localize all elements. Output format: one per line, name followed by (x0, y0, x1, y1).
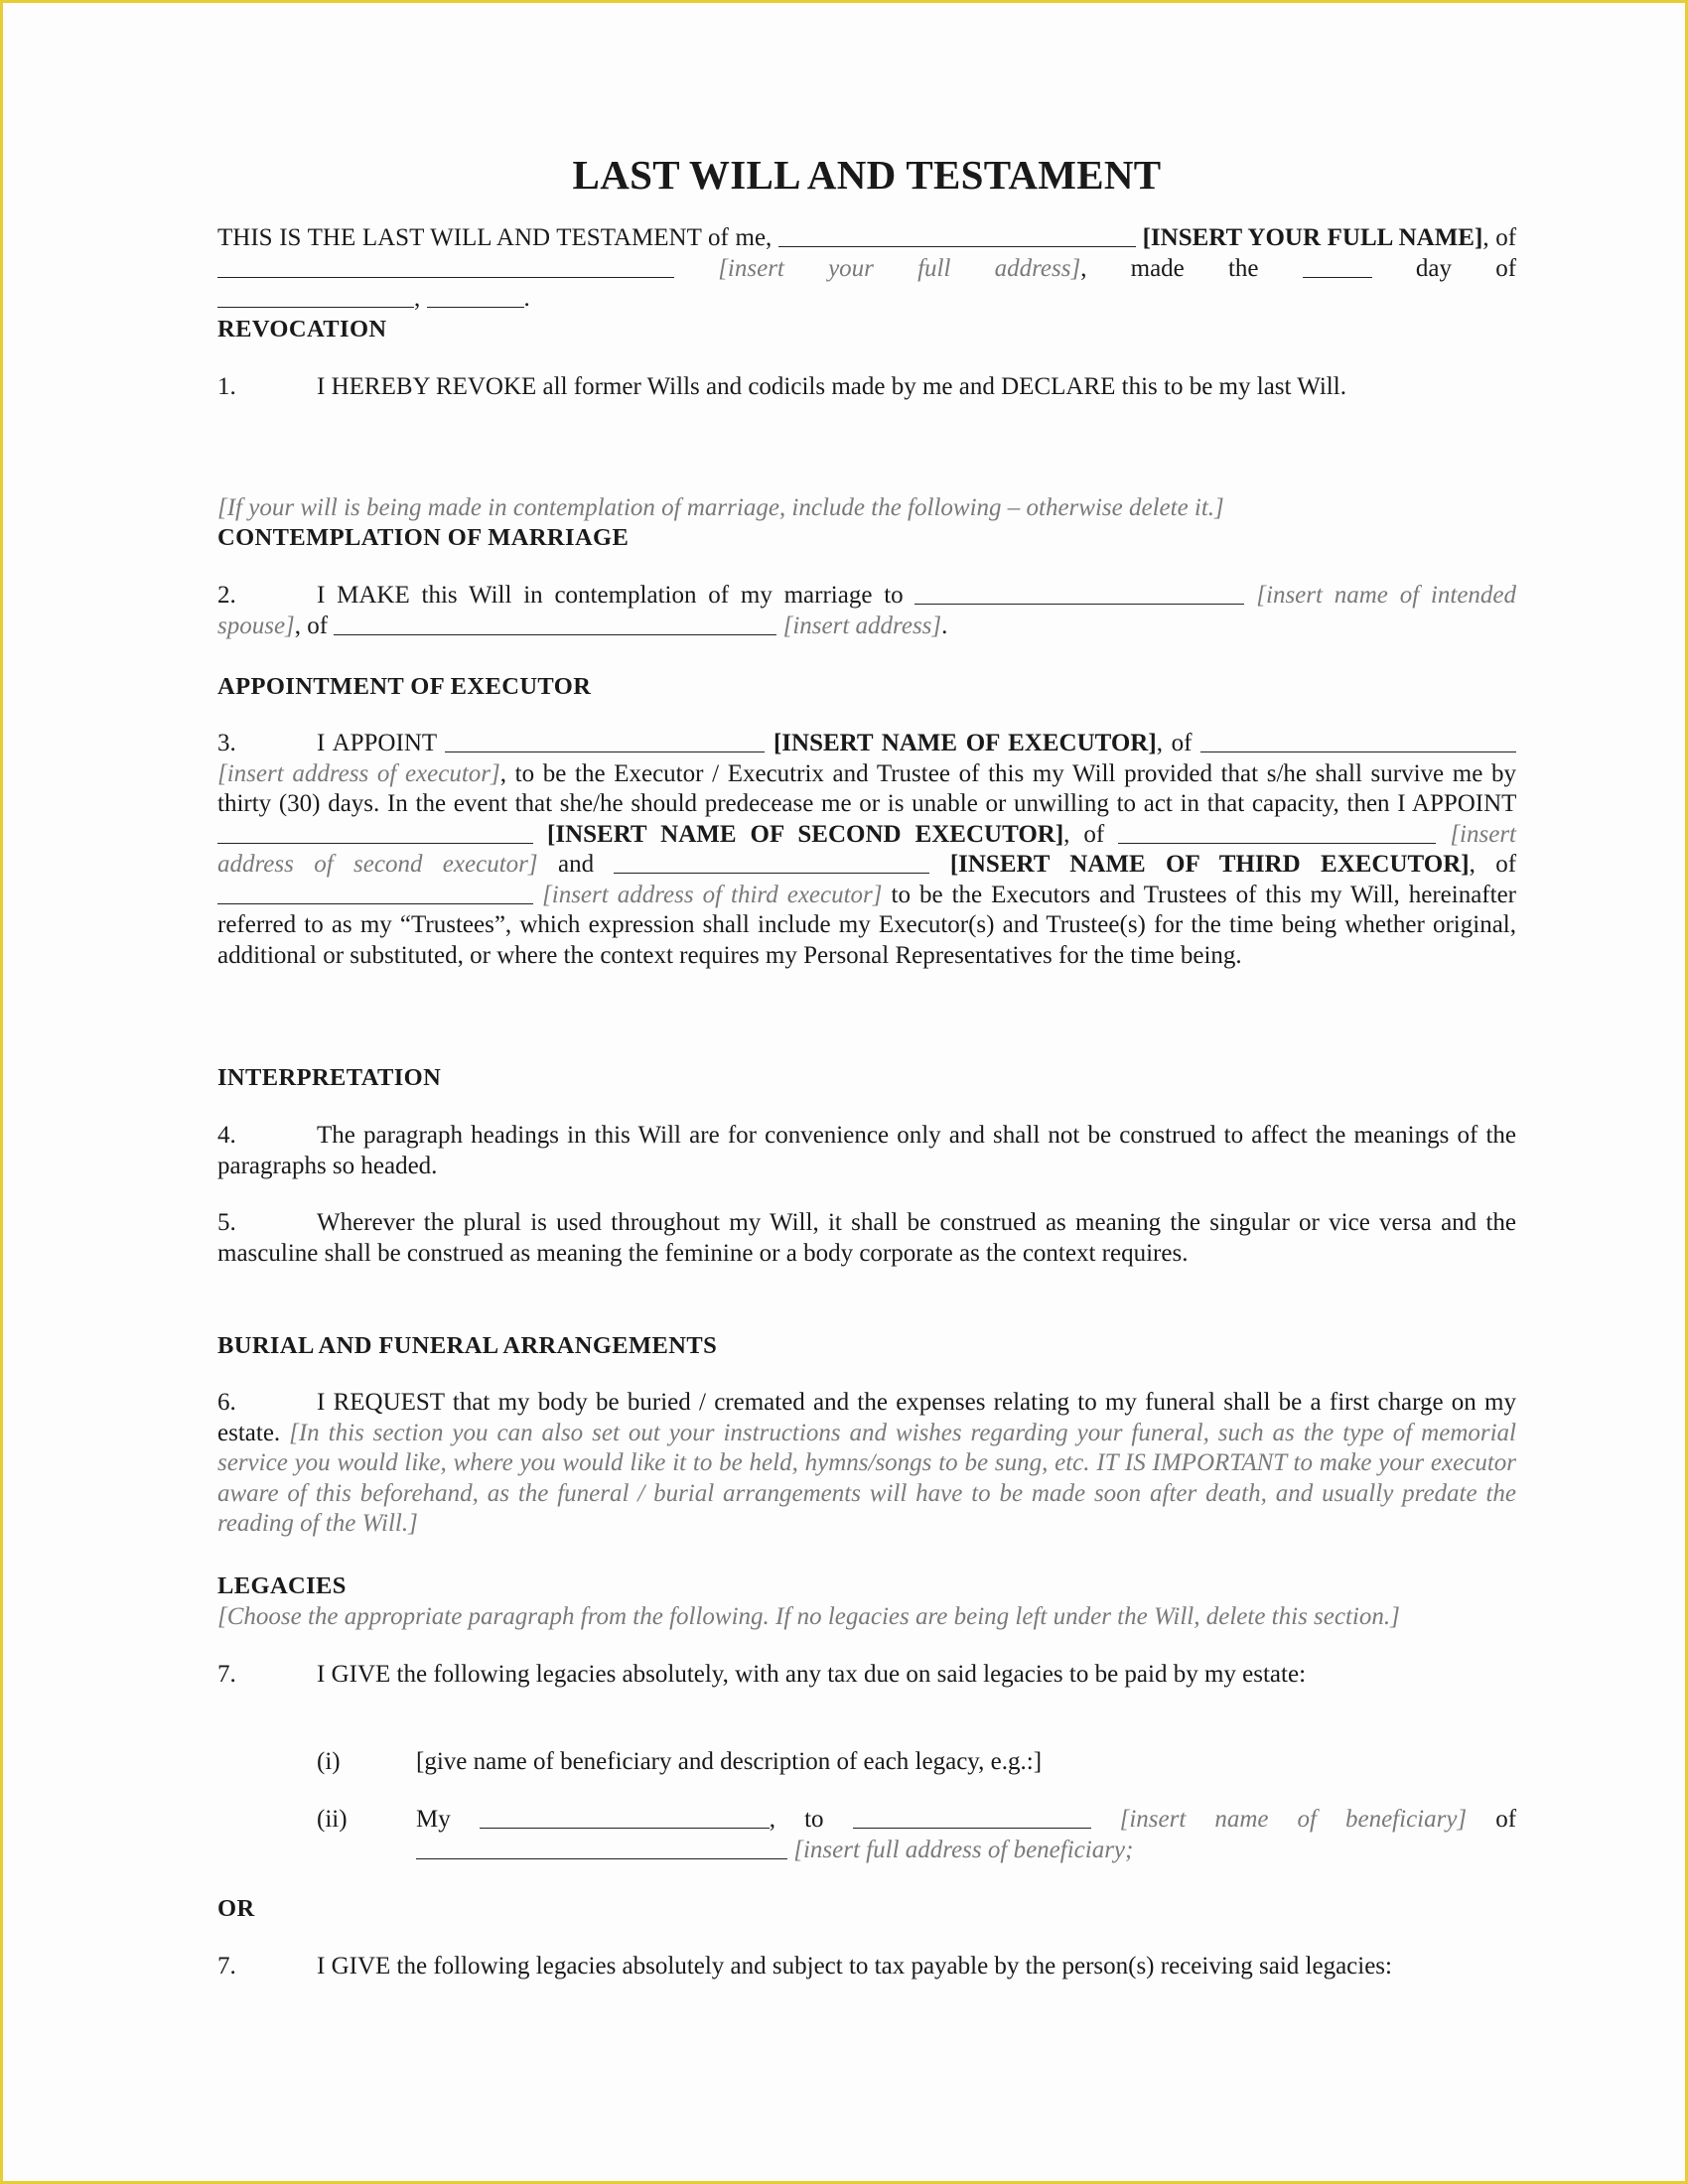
legacy-description-blank[interactable] (480, 1806, 770, 1829)
month-blank[interactable] (217, 285, 414, 308)
year-blank[interactable] (427, 285, 524, 308)
document-title: LAST WILL AND TESTAMENT (572, 152, 1162, 198)
or-separator: OR (217, 1895, 255, 1922)
full-name-blank[interactable] (778, 224, 1136, 247)
executor-address-placeholder: [insert address of executor] (217, 759, 500, 787)
heading-appointment-of-executor: APPOINTMENT OF EXECUTOR (217, 673, 592, 700)
second-executor-placeholder: [INSERT NAME OF SECOND EXECUTOR] (547, 820, 1064, 848)
intro-paragraph: THIS IS THE LAST WILL AND TESTAMENT of me, [INSERT YOUR FULL NAME], of [insert your full address], made the day of (217, 224, 1517, 282)
full-address-blank[interactable] (217, 255, 674, 278)
paragraph-1: 1. I HEREBY REVOKE all former Wills and codicils made by me and DECLARE this to be my last Will. (217, 373, 1346, 400)
third-executor-placeholder: [INSERT NAME OF THIRD EXECUTOR] (949, 851, 1470, 878)
second-executor-address-placeholder: [insert address of second executor] (217, 820, 1517, 878)
full-address-placeholder: [insert your full address] (718, 254, 1081, 282)
paragraph-2: 2. I MAKE this Will in contemplation of my marriage to [insert name of intended spouse], of [insert address]. (217, 582, 1517, 639)
paragraph-4: 4. The paragraph headings in this Will are for convenience only and shall not be construed to affect the meanings of the paragraphs so headed. (217, 1122, 1516, 1179)
beneficiary-name-blank[interactable] (853, 1806, 1091, 1829)
spouse-name-placeholder: [insert name of intended spouse] (217, 582, 1517, 639)
paragraph-3: 3. I APPOINT [INSERT NAME OF EXECUTOR], of [insert address of executor], to be the Executor / Executrix and Trustee of this my Will provided that s/he shall survive me by thirty (30) days. In the event that she/he should predecease me or is unable or unwilling to act in that capacity, then I APPOINT [INSERT NAME OF SECOND EXECUTOR], of [insert address of second executor] and [INSERT NAME OF THIRD EXECUTOR], of [insert address of third executor] to be the Executors and Trustees of this my Will, hereinafter referred to as my “Trustees”, which expression shall include my Executor(s) and Trustee(s) for the time being whether original, additional or substituted, or where the context requires my Personal Representatives for the time being. (217, 730, 1517, 969)
intro-date-line: , . (217, 284, 1516, 315)
executor-name-blank[interactable] (445, 730, 765, 752)
heading-revocation: REVOCATION (217, 316, 387, 342)
third-executor-name-blank[interactable] (614, 851, 929, 874)
spouse-address-placeholder: [insert address] (782, 612, 942, 639)
full-name-placeholder: [INSERT YOUR FULL NAME] (1142, 224, 1483, 251)
paragraph-7a: 7. I GIVE the following legacies absolutely, with any tax due on said legacies to be paid by my estate: (217, 1661, 1307, 1688)
second-executor-name-blank[interactable] (217, 821, 533, 844)
heading-interpretation: INTERPRETATION (217, 1064, 442, 1091)
funeral-instructions-note: [In this section you can also set out your instructions and wishes regarding your funeral, such as the type of memorial service you would like, where you would like it to be held, hymns/songs to be sung, etc. IT IS IMPORTANT to make your executor aware of this beforehand, as the funeral / burial arrangements will have to be made soon after death, and usually predate the reading of the Will.] (217, 1419, 1516, 1537)
executor-address-blank[interactable] (1200, 730, 1516, 752)
paragraph-5: 5. Wherever the plural is used throughout my Will, it shall be construed as meaning the singular or vice versa and the masculine shall be construed as meaning the feminine or a body corporate as the context requires. (217, 1209, 1516, 1267)
beneficiary-address-placeholder: [insert full address of beneficiary; (793, 1837, 1134, 1863)
legacy-item-ii: (ii) My , to [insert name of beneficiary] of [insert full address of beneficiary; (317, 1806, 1517, 1863)
second-executor-address-blank[interactable] (1118, 821, 1436, 844)
heading-burial-and-funeral: BURIAL AND FUNERAL ARRANGEMENTS (217, 1332, 718, 1359)
legacy-item-i: (i) [give name of beneficiary and description of each legacy, e.g.:] (317, 1748, 1043, 1775)
paragraph-6: 6. I REQUEST that my body be buried / cremated and the expenses relating to my funeral shall be a first charge on my estate. [In this section you can also set out your instructions and wishes regarding your funeral, such as the type of memorial service you would like, where you would like it to be held, hymns/songs to be sung, etc. IT IS IMPORTANT to make your executor aware of this beforehand, as the funeral / burial arrangements will have to be made soon after death, and usually predate the reading of the Will.] (217, 1389, 1516, 1537)
heading-contemplation-of-marriage: CONTEMPLATION OF MARRIAGE (217, 524, 630, 551)
third-executor-address-placeholder: [insert address of third executor] (542, 881, 883, 908)
paragraph-7b: 7. I GIVE the following legacies absolutely and subject to tax payable by the person(s) receiving said legacies: (217, 1953, 1392, 1979)
beneficiary-name-placeholder: [insert name of beneficiary] (1119, 1806, 1468, 1833)
marriage-note: [If your will is being made in contemplation of marriage, include the following – otherwise delete it.] (217, 494, 1224, 521)
spouse-name-blank[interactable] (914, 582, 1244, 605)
beneficiary-address-blank[interactable] (416, 1837, 787, 1859)
legacies-note: [Choose the appropriate paragraph from the following. If no legacies are being left under the Will, delete this section.] (217, 1603, 1400, 1630)
heading-legacies: LEGACIES (217, 1572, 347, 1599)
day-blank[interactable] (1303, 255, 1372, 278)
executor-name-placeholder: [INSERT NAME OF EXECUTOR] (773, 730, 1157, 756)
spouse-address-blank[interactable] (334, 613, 776, 635)
third-executor-address-blank[interactable] (217, 882, 533, 904)
